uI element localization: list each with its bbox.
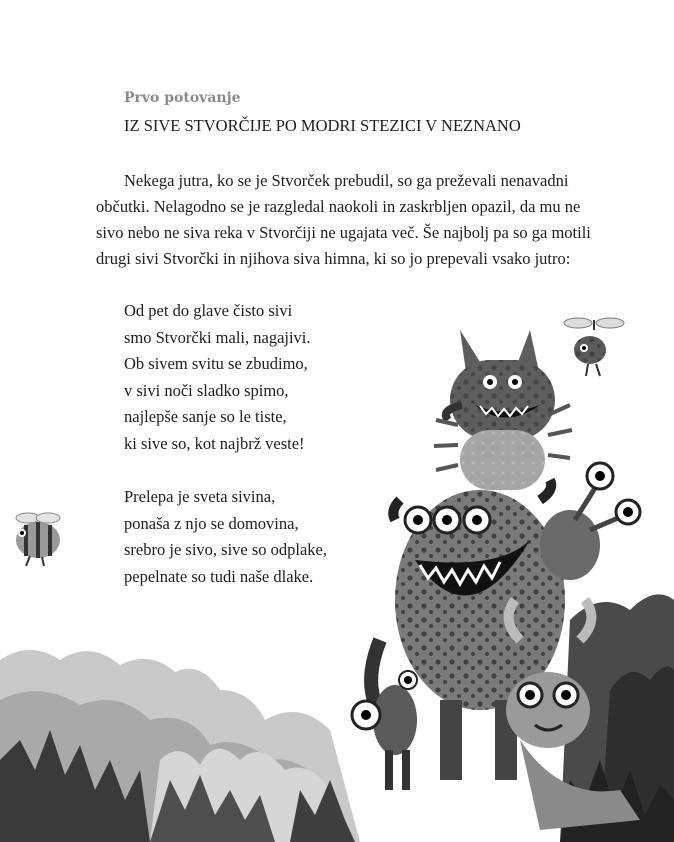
small-left-monster	[352, 671, 417, 790]
poem-line: v sivi noči sladko spimo,	[124, 380, 289, 400]
poem-line: srebro je sivo, sive so odplake,	[124, 540, 328, 560]
poem-line: Ob sivem svitu se zbudimo,	[124, 354, 308, 374]
poem-line: Od pet do glave čisto sivi	[124, 301, 293, 320]
poem-line: pepelnate so tudi naše dlake.	[124, 566, 314, 586]
paragraph-line: Nekega jutra, ko se je Stvorček prebudil, so ga preževali nenavadni	[124, 171, 569, 190]
poem-line: najlepše sanje so le tiste,	[124, 407, 287, 427]
paragraph-line: sivo nebo ne siva reka v Stvorčiji ne ugajata več. Še najbolj pa so ga motili	[96, 223, 591, 242]
poem-line: Prelepa je sveta sivina,	[124, 487, 276, 506]
poem-line: ponaša z njo se domovina,	[124, 513, 299, 533]
flying-bee-left	[16, 513, 60, 566]
paragraph-line: drugi sivi Stvorčki in njihova siva himna, ki so jo prepevali vsako jutro:	[96, 249, 571, 268]
chapter-title: IZ SIVE STVORČIJE PO MODRI STEZICI V NEZNANO	[124, 116, 521, 135]
chapter-label: Prvo potovanje	[124, 90, 241, 106]
poem-line: ki sive so, kot najbrž veste!	[124, 433, 305, 453]
flying-bug-right	[564, 318, 624, 376]
top-monster	[434, 330, 572, 490]
poem-line: smo Stvorčki mali, nagajivi.	[124, 327, 311, 347]
paragraph-line: občutki. Nelagodno se je razgledal naokoli in zaskrbljen opazil, da mu ne	[96, 197, 581, 216]
